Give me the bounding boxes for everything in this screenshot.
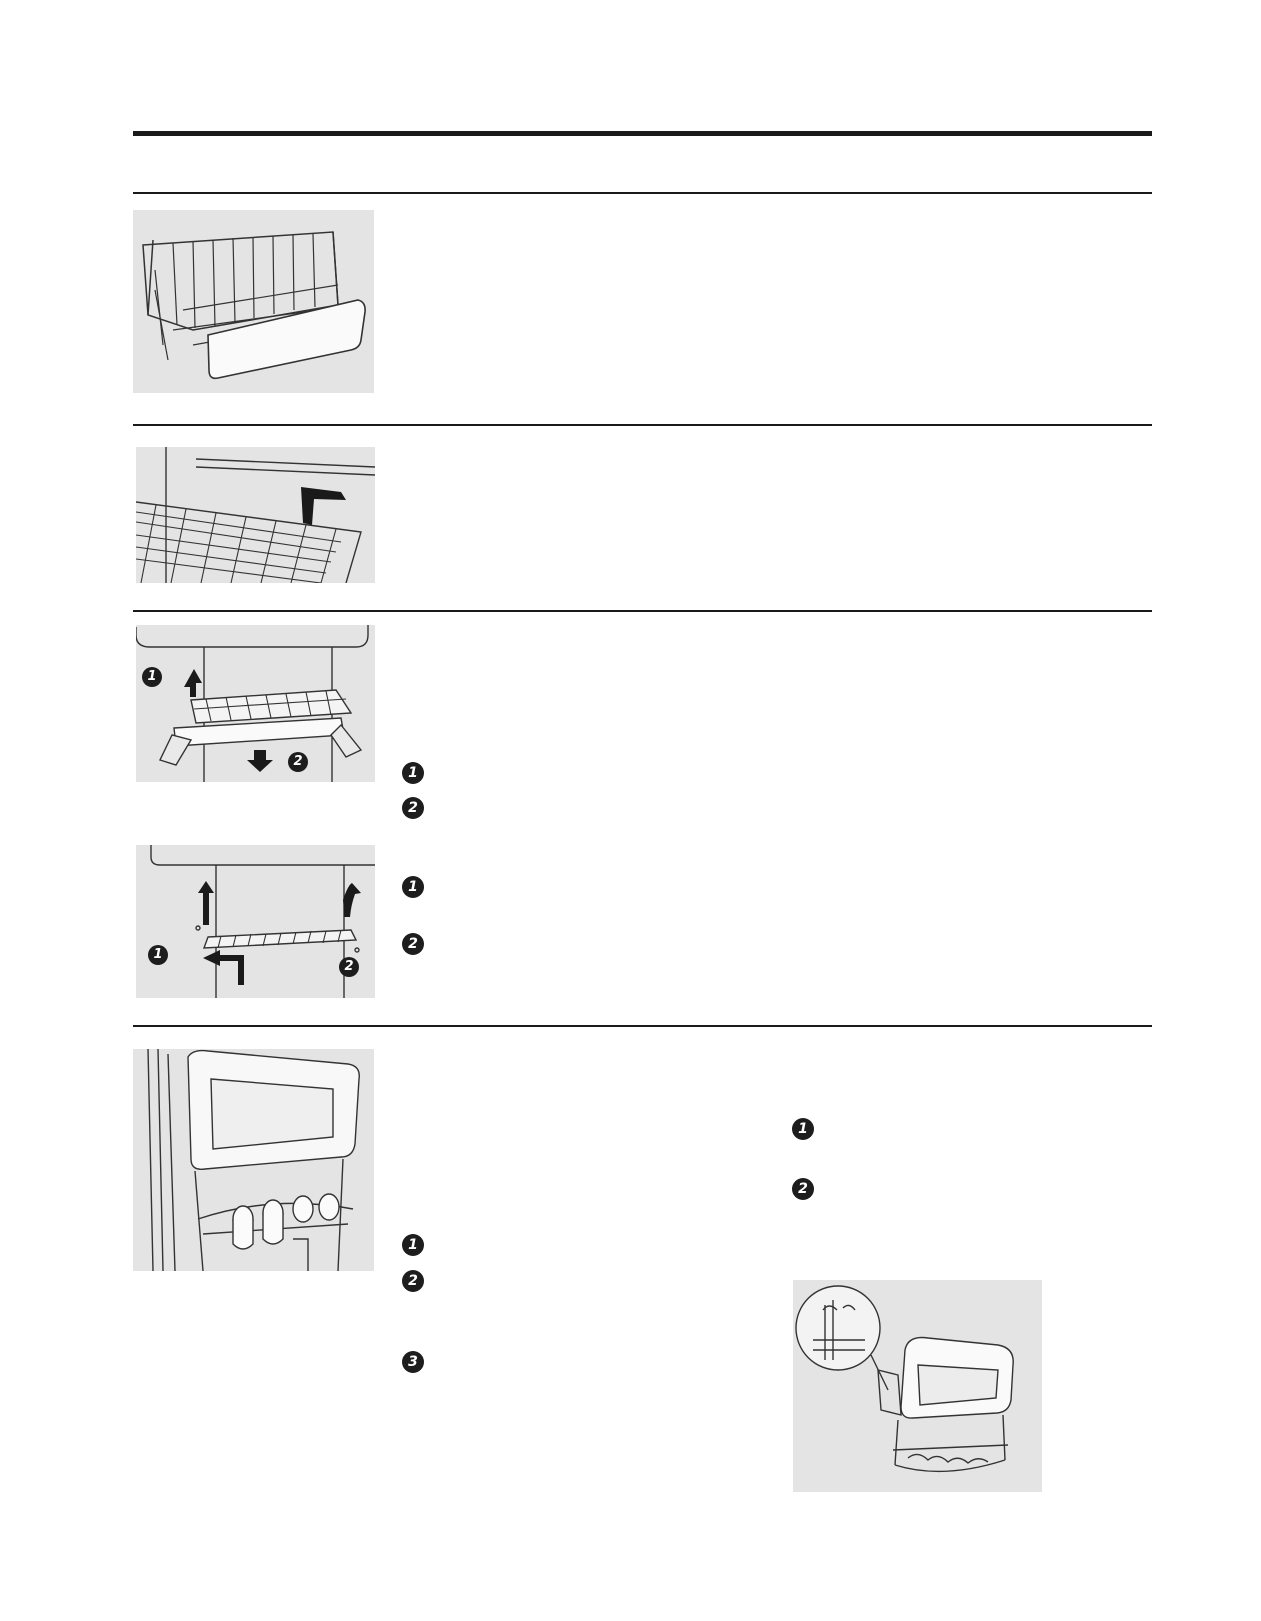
- wire-basket-illustration: [133, 210, 374, 393]
- bin-and-rack-illustration: [793, 1280, 1042, 1492]
- shelf-install-drawing: [136, 845, 375, 998]
- step-2-badge: 2: [339, 957, 359, 977]
- top-rule: [133, 131, 1152, 136]
- bin-rack-drawing: [793, 1280, 1042, 1492]
- removal-step-1-badge: 1: [402, 762, 424, 784]
- can-rack-drawing: [133, 1049, 374, 1271]
- rack-step-1-badge: 1: [402, 1234, 424, 1256]
- step-1-badge: 1: [148, 945, 168, 965]
- section-divider-3: [133, 610, 1152, 612]
- rack-step-3-badge: 3: [402, 1351, 424, 1373]
- shelf-drawing: [136, 447, 375, 583]
- section-divider-2: [133, 424, 1152, 426]
- section-divider-4: [133, 1025, 1152, 1027]
- bin-step-2-badge: 2: [792, 1178, 814, 1200]
- shelf-install-illustration: [136, 845, 375, 998]
- step-1-badge: 1: [142, 667, 162, 687]
- bin-step-1-badge: 1: [792, 1118, 814, 1140]
- install-step-2-badge: 2: [402, 933, 424, 955]
- shelf-removal-illustration: [136, 625, 375, 782]
- shelf-removal-drawing: [136, 625, 375, 782]
- section-divider-1: [133, 192, 1152, 194]
- step-2-badge: 2: [288, 752, 308, 772]
- basket-drawing: [133, 210, 374, 393]
- wire-shelf-illustration: [136, 447, 375, 583]
- rack-step-2-badge: 2: [402, 1270, 424, 1292]
- removal-step-2-badge: 2: [402, 797, 424, 819]
- install-step-1-badge: 1: [402, 876, 424, 898]
- can-rack-illustration: [133, 1049, 374, 1271]
